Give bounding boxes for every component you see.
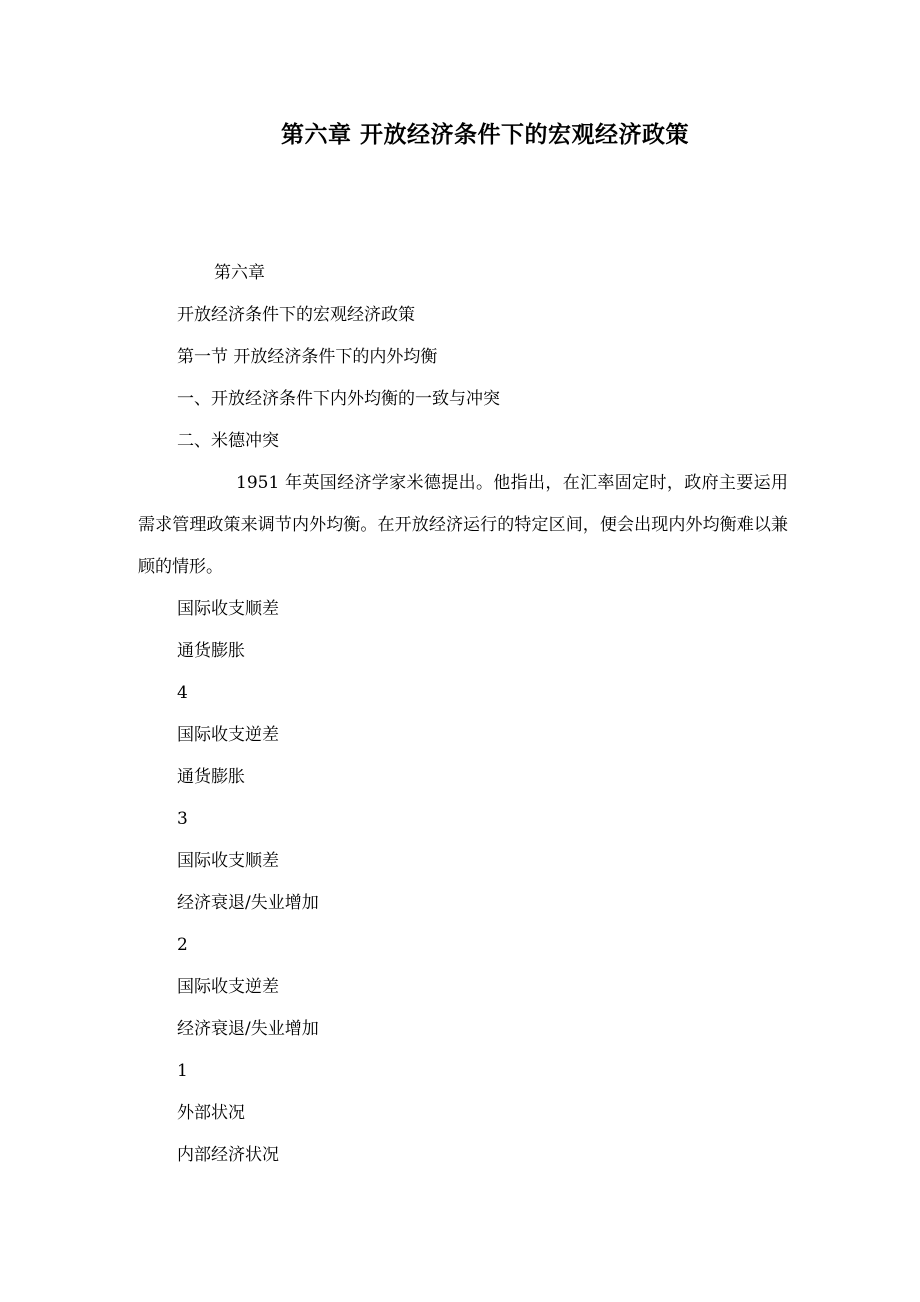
list-item: 经济衰退/失业增加 [177,1019,319,1039]
list-item: 3 [177,809,188,829]
list-item: 国际收支逆差 [177,977,279,997]
list-item: 经济衰退/失业增加 [177,893,319,913]
list-item: 外部状况 [177,1103,245,1123]
list-item: 1 [177,1061,188,1081]
list-item: 国际收支顺差 [177,599,279,619]
chapter-label: 第六章 [214,263,265,283]
subsection-heading-1: 一、开放经济条件下内外均衡的一致与冲突 [177,389,500,409]
chapter-subtitle: 开放经济条件下的宏观经济政策 [177,305,415,325]
body-paragraph: 1951 年英国经济学家米德提出。他指出，在汇率固定时，政府主要运用需求管理政策来调节内外均衡。在开放经济运行的特定区间，便会出现内外均衡难以兼顾的情形。 [138,473,788,577]
list-item: 通货膨胀 [177,641,245,661]
list-item: 4 [177,683,188,703]
list-item: 2 [177,935,188,955]
section-heading: 第一节 开放经济条件下的内外均衡 [177,347,438,367]
list-item: 通货膨胀 [177,767,245,787]
document-title: 第六章 开放经济条件下的宏观经济政策 [280,122,689,148]
list-item: 国际收支逆差 [177,725,279,745]
document-body [138,252,788,1176]
subsection-heading-2: 二、米德冲突 [177,431,279,451]
list-item: 内部经济状况 [177,1145,279,1165]
list-item: 国际收支顺差 [177,851,279,871]
